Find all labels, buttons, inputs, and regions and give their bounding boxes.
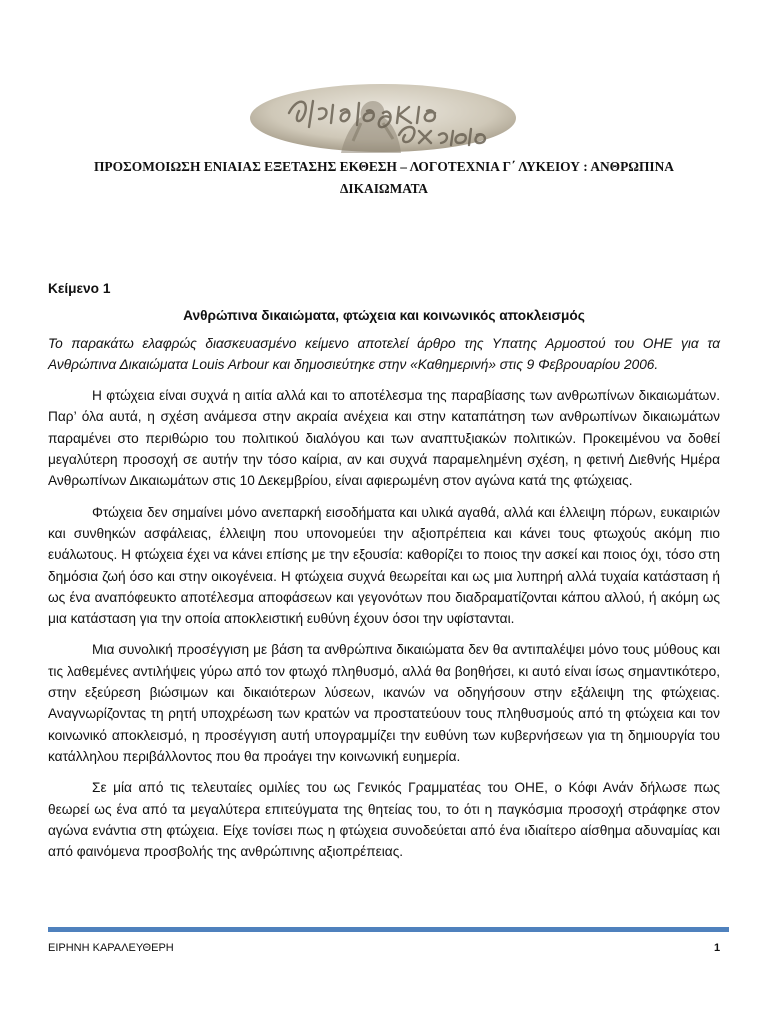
body-paragraph-1: Η φτώχεια είναι συχνά η αιτία αλλά και το αποτέλεσμα της παραβίασης των ανθρωπίνων δικαιωμάτων. Παρ’ όλα αυτά, η σχέση ανάμεσα στην ακραία ανέχεια και στην καταπάτηση των ανθρωπίνων δικαιωμάτων παραμένει στο περιθώριο του πολιτικού διαλόγου και των αναπτυξιακών πολιτικών. Προκειμένου να δοθεί μεγαλύτερη προσοχή σε αυτήν την τόσο καίρια, αν και συχνά παραμελημένη σχέση, η φετινή Διεθνής Ημέρα Ανθρωπίνων Δικαιωμάτων στις 10 Δεκεμβρίου, είναι αφιερωμένη στον αγώνα κατά της φτώχειας. — [48, 388, 720, 489]
page-number: 1 — [714, 942, 721, 954]
document-body — [48, 268, 720, 872]
section-label: Κείμενο 1 — [48, 281, 111, 296]
logo-image — [249, 83, 517, 153]
section-title: Ανθρώπινα δικαιώματα, φτώχεια και κοινωνικός αποκλεισμός — [183, 308, 585, 324]
body-paragraph-4: Σε μία από τις τελευταίες ομιλίες του ως Γενικός Γραμματέας του ΟΗΕ, ο Κόφι Ανάν δήλωσε πως θεωρεί ως ένα από τα μεγαλύτερα επιτεύγματα της θητείας του, το ότι η παγκόσμια προσοχή στράφηκε στον αγώνα ενάντια στη φτώχεια. Είχε τονίσει πως η φτώχεια συνοδεύεται από ένα ιδιαίτερο αίσθημα αδυναμίας και από φαινόμενα προσβολής της ανθρώπινης αξιοπρέπειας. — [48, 780, 720, 860]
footer-author: ΕΙΡΗΝΗ ΚΑΡΑΛΕΥΘΕΡΗ — [48, 942, 174, 954]
body-paragraph-2: Φτώχεια δεν σημαίνει μόνο ανεπαρκή εισοδήματα και υλικά αγαθά, αλλά και έλλειψη πόρων, ευκαιριών και συνθηκών ασφάλειας, έλλειψη που υπονομεύει την αξιοπρέπεια και κάνει τους φτωχούς ακόμη πιο ευάλωτους. Η φτώχεια έχει να κάνει επίσης με την εξουσία: καθορίζει το ποιος την ασκεί και ποιος όχι, τόσο στη δημόσια ζωή όσο και στην οικογένεια. Η φτώχεια συχνά θεωρείται και ως μια λυπηρή αλλά τυχαία κατάσταση ή ως ένα αναπόφευκτο αποτέλεσμα αποφάσεων και γεγονότων που διαδραματίζονται κάπου αλλού, ή ακόμη ως μια κατάσταση για την οποία αποκλειστική ευθύνη έχουν όσοι την υφίστανται. — [48, 504, 720, 627]
page-title: ΠΡΟΣΟΜΟΙΩΣΗ ΕΝΙΑΙΑΣ ΕΞΕΤΑΣΗΣ ΕΚΘΕΣΗ – ΛΟΓΟΤΕΧΝΙΑ Γ΄ ΛΥΚΕΙΟΥ : ΑΝΘΡΩΠΙΝΑ ΔΙΚΑΙΩΜΑΤΑ — [94, 159, 674, 196]
footer-rule — [48, 927, 729, 932]
intro-paragraph: Το παρακάτω ελαφρώς διασκευασμένο κείμενο αποτελεί άρθρο της Υπατης Αρμοστού του ΟΗΕ για τα Ανθρώπινα Δικαιώματα Louis Arbour και δημοσιεύτηκε στην «Καθημερινή» στις 9 Φεβρουαρίου 2006. — [48, 335, 720, 372]
body-paragraph-3: Μια συνολική προσέγγιση με βάση τα ανθρώπινα δικαιώματα δεν θα αντιπαλέψει μόνο τους μύθους και τις λαθεμένες αντιλήψεις γύρω από τον φτωχό πληθυσμό, αλλά θα βοηθήσει, κι αυτό είναι ίσως σημαντικότερο, στην εξεύρεση βιώσιμων και δικαιότερων λύσεων, ικανών να οδηγήσουν στην εξάλειψη της φτώχειας. Αναγνωρίζοντας τη ρητή υποχρέωση των κρατών να προστατεύουν τους πληθυσμούς από τη φτώχεια και τον κοινωνικό αποκλεισμό, η προσέγγιση αυτή υπογραμμίζει την ευθύνη των κυβερνήσεων για τη δημιουργία του κατάλληλου περιβάλλοντος που θα προάγει την κοινωνική ευημερία. — [48, 642, 720, 764]
